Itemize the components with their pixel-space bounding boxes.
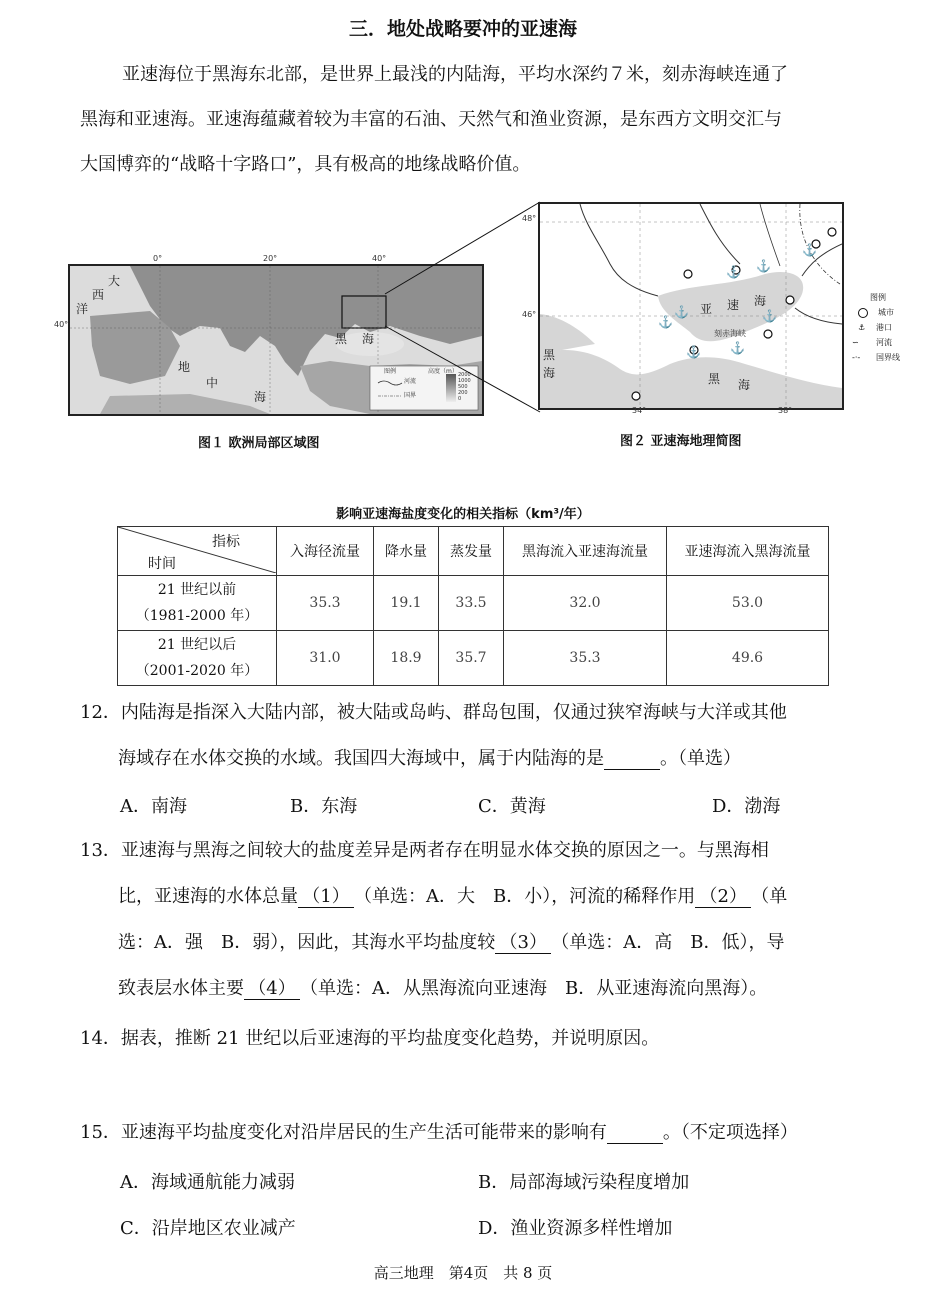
q13-line-2b: （单选：A．大 B．小），河流的稀释作用 [354, 886, 696, 907]
fig1-label-black-1: 黑 [335, 332, 348, 346]
q13-blank-2[interactable]: （2） [695, 887, 751, 908]
fig2-lon-tick-38: 38° [778, 406, 793, 415]
q15-line-1-end: 。（不定项选择） [662, 1122, 798, 1143]
fig1-lon-tick-0: 0° [153, 254, 163, 263]
corner-bottom-label: 时间 [148, 556, 176, 572]
q12-option-b[interactable]: B．东海 [290, 796, 358, 817]
table-title: 影响亚速海盐度变化的相关指标（km³/年） [336, 507, 590, 522]
table-header-cell: 降水量 [374, 527, 439, 576]
fig2-legend-port: 港口 [876, 323, 892, 332]
q15-option-d[interactable]: D．渔业资源多样性增加 [478, 1218, 673, 1239]
q13-blank-3[interactable]: （3） [495, 933, 551, 954]
row-label-period: 21 世纪以后 [157, 637, 237, 653]
fig1-elev-0: 0 [458, 396, 462, 402]
fig2-legend-river: 河流 [876, 338, 892, 347]
fig2-label-azov-2: 速 [727, 298, 740, 312]
fig2-legend-border-row [852, 350, 926, 365]
row-label-years: （2001-2020 年） [135, 663, 259, 679]
corner-diagonal [118, 527, 276, 573]
q15-option-a[interactable]: A．海域通航能力减弱 [120, 1172, 295, 1193]
table-row [118, 576, 829, 631]
fig1-legend-river: 河流 [404, 378, 417, 385]
row-label-years: （1981-2000 年） [135, 608, 259, 624]
fig1-label-med-1: 地 [178, 360, 191, 374]
fig2-legend [852, 290, 926, 365]
table-corner-cell [118, 527, 277, 576]
intro-line-2: 黑海和亚速海。亚速海蕴藏着较为丰富的石油、天然气和渔业资源，是东西方文明交汇与 [80, 109, 782, 130]
table-header-cell: 黑海流入亚速海流量 [504, 527, 667, 576]
fig1-label-atlantic-2: 西 [92, 288, 105, 302]
fig1-elev-200: 200 [458, 390, 468, 396]
row-label-period: 21 世纪以前 [157, 582, 237, 598]
fig1-label-med-2: 中 [206, 376, 219, 390]
svg-text:⚓: ⚓ [762, 309, 777, 323]
q13-line-4a: 致表层水体主要 [118, 978, 244, 999]
table-cell: 53.0 [667, 576, 829, 631]
q14-number: 14． [80, 1028, 121, 1049]
azov-map [538, 202, 844, 410]
q12-number: 12． [80, 702, 121, 723]
q12-line-2: 海域存在水体交换的水域。我国四大海域中，属于内陆海的是 [118, 748, 604, 769]
q13-number: 13． [80, 840, 121, 861]
fig2-caption: 图２ 亚速海地理简图 [620, 434, 742, 449]
fig2-label-azov-1: 亚 [700, 302, 713, 316]
svg-text:⚓: ⚓ [730, 341, 745, 355]
salinity-table [117, 526, 829, 686]
question-14 [80, 1016, 900, 1062]
q12-line-2-end: 。（单选） [660, 748, 741, 769]
q13-blank-1[interactable]: （1） [298, 887, 354, 908]
fig2-lat-tick-46: 46° [522, 310, 537, 319]
question-15 [80, 1110, 900, 1156]
table-cell: 33.5 [439, 576, 504, 631]
q13-blank-4[interactable]: （4） [244, 979, 300, 1000]
q13-line-3a: 选：A．强 B．弱），因此，其海水平均盐度较 [118, 932, 496, 953]
fig1-lon-tick-20: 20° [263, 254, 278, 263]
fig2-legend-city: 城市 [878, 308, 894, 317]
q13-line-2c: （单 [751, 886, 788, 907]
fig2-lat-tick-48: 48° [522, 214, 537, 223]
table-row-label [118, 576, 277, 631]
q12-option-d[interactable]: D．渤海 [712, 796, 781, 817]
table-header-cell: 入海径流量 [277, 527, 374, 576]
svg-text:⚓: ⚓ [686, 345, 701, 359]
svg-text:⚓: ⚓ [674, 305, 689, 319]
q15-option-c[interactable]: C．沿岸地区农业减产 [120, 1218, 296, 1239]
fig2-legend-city-row [852, 305, 926, 320]
fig2-legend-border: 国界线 [876, 353, 900, 362]
section-title: 三．地处战略要冲的亚速海 [348, 18, 577, 40]
azov-map-graphic [540, 204, 842, 408]
table-cell: 35.7 [439, 631, 504, 686]
fig1-legend-border: 国界 [404, 392, 417, 399]
intro-line-1: 亚速海位于黑海东北部，是世界上最浅的内陆海，平均水深约７米，刻赤海峡连通了 [122, 64, 788, 85]
svg-text:⚓: ⚓ [756, 259, 771, 273]
table-cell: 31.0 [277, 631, 374, 686]
svg-text:⚓: ⚓ [802, 243, 817, 257]
fig2-legend-river-row [852, 335, 926, 350]
q15-option-b[interactable]: B．局部海域污染程度增加 [478, 1172, 690, 1193]
fig1-legend-elevation-title: 高度（m） [428, 368, 458, 375]
fig1-label-black-2: 海 [362, 332, 375, 346]
q15-number: 15． [80, 1122, 121, 1143]
page-footer: 高三地理 第4页 共 8 页 [373, 1264, 553, 1282]
q13-line-2a: 比，亚速海的水体总量 [118, 886, 298, 907]
anchor-icon: ⚓ [858, 323, 866, 332]
svg-text:⚓: ⚓ [658, 315, 673, 329]
fig1-caption: 图１ 欧洲局部区域图 [198, 436, 320, 451]
q12-line-1: 内陆海是指深入大陆内部，被大陆或岛屿、群岛包围，仅通过狭窄海峡与大洋或其他 [120, 702, 787, 723]
table-cell: 32.0 [504, 576, 667, 631]
corner-top-label: 指标 [212, 534, 240, 550]
fig1-label-med-3: 海 [254, 390, 267, 404]
table-header-cell: 亚速海流入黑海流量 [667, 527, 829, 576]
fig2-legend-port-row [852, 320, 926, 335]
fig2-label-black-west-2: 海 [543, 366, 556, 380]
question-13 [80, 828, 900, 1012]
fig1-legend-title: 图例 [384, 368, 397, 375]
fig2-label-black-south-2: 海 [738, 378, 751, 392]
fig1-label-atlantic-3: 洋 [76, 302, 89, 316]
q13-line-4b: （单选：A．从黑海流向亚速海 B．从亚速海流向黑海）。 [300, 978, 768, 999]
q13-line-3b: （单选：A．高 B．低），导 [551, 932, 785, 953]
fig1-elev-2000: 2000 [458, 372, 471, 378]
table-header-row [118, 527, 829, 576]
svg-text:⚓: ⚓ [726, 265, 741, 279]
q15-answer-blank[interactable] [607, 1123, 663, 1144]
fig2-label-black-west-1: 黑 [543, 348, 556, 362]
fig1-lon-tick-40: 40° [372, 254, 387, 263]
fig2-label-azov-3: 海 [754, 294, 767, 308]
table-cell: 49.6 [667, 631, 829, 686]
river-line-icon: ∽ [852, 338, 859, 347]
q12-option-a[interactable]: A．南海 [120, 796, 187, 817]
table-header-cell: 蒸发量 [439, 527, 504, 576]
fig1-elev-500: 500 [458, 384, 468, 390]
q15-line-1: 亚速海平均盐度变化对沿岸居民的生产生活可能带来的影响有 [120, 1122, 607, 1143]
q12-option-c[interactable]: C．黄海 [478, 796, 546, 817]
table-cell: 18.9 [374, 631, 439, 686]
fig2-label-kerch-strait: 刻赤海峡 [714, 329, 746, 338]
table-cell: 19.1 [374, 576, 439, 631]
question-12 [80, 690, 900, 782]
table-cell: 35.3 [277, 576, 374, 631]
table-row-label [118, 631, 277, 686]
table-cell: 35.3 [504, 631, 667, 686]
q14-text: 据表，推断 21 世纪以后亚速海的平均盐度变化趋势，并说明原因。 [120, 1028, 660, 1049]
table-row [118, 631, 829, 686]
q12-answer-blank[interactable] [604, 749, 660, 770]
fig2-lon-tick-34: 34° [632, 406, 647, 415]
border-line-icon: -·- [852, 353, 861, 362]
fig2-legend-title: 图例 [870, 293, 886, 302]
fig1-label-atlantic-1: 大 [108, 274, 121, 288]
intro-paragraph [80, 52, 895, 187]
fig1-lat-tick-40: 40° [54, 320, 69, 329]
q13-line-1: 亚速海与黑海之间较大的盐度差异是两者存在明显水体交换的原因之一。与黑海相 [120, 840, 769, 861]
fig1-elev-1000: 1000 [458, 378, 471, 384]
fig2-label-black-south-1: 黑 [708, 372, 721, 386]
city-marker-icon [858, 308, 868, 318]
intro-line-3: 大国博弈的“战略十字路口”，具有极高的地缘战略价值。 [80, 154, 531, 175]
